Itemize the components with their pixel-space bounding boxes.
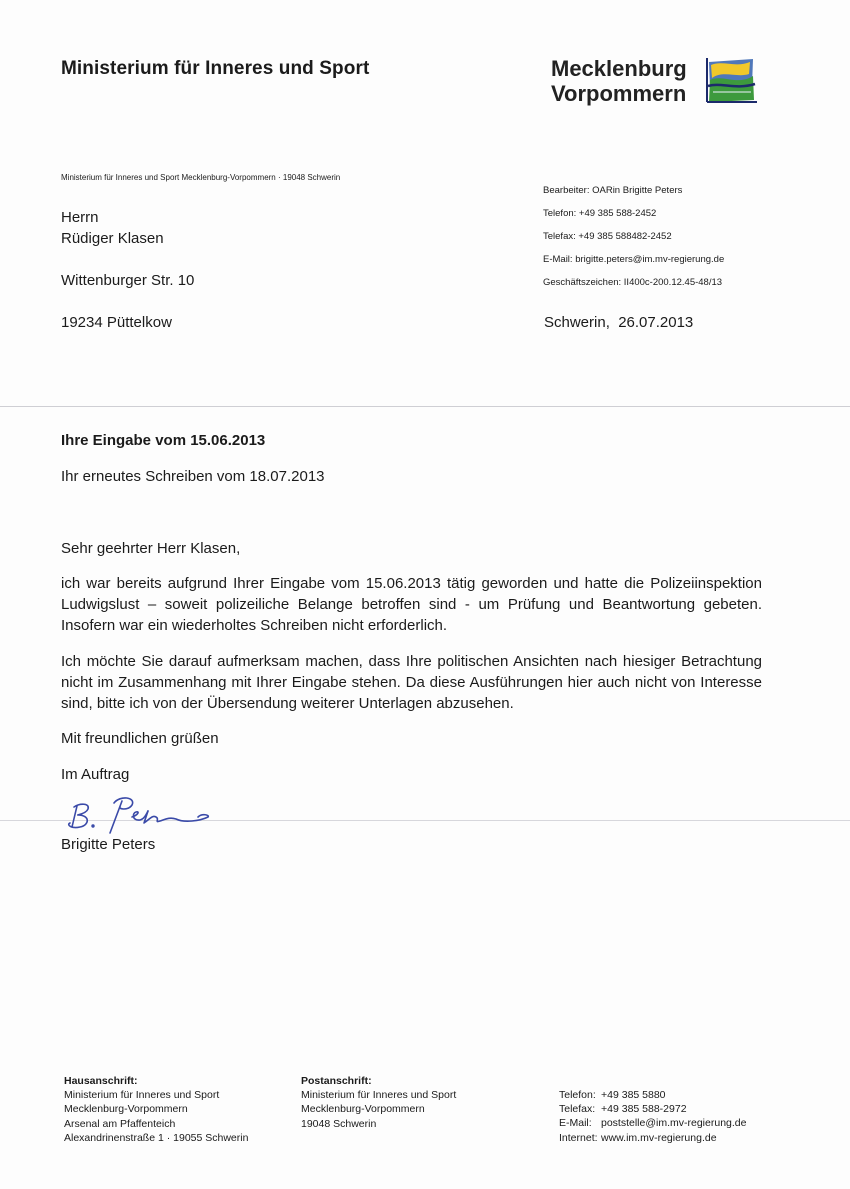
footer-haus-line: Arsenal am Pfaffenteich — [64, 1117, 176, 1130]
body-paragraph-2: Ich möchte Sie darauf aufmerksam machen, dass Ihre politischen Ansichten nach hiesiger Betrachtung nicht im Zusammenhang mit Ihrer Eingabe stehen. Da diese Ausführungen hier auch nicht von Interesse sind, bitte ich von der Übersendung weiterer Unterlagen abzusehen. — [61, 653, 762, 712]
footer-post-line: Ministerium für Inneres und Sport — [301, 1089, 457, 1102]
handwritten-signature — [60, 793, 210, 837]
footer-mail-label: E-Mail: — [559, 1117, 592, 1130]
meta-bearbeiter: Bearbeiter: OARin Brigitte Peters — [543, 185, 683, 196]
footer-post-label: Postanschrift: — [301, 1075, 372, 1087]
letter-subject-sub: Ihr erneutes Schreiben vom 18.07.2013 — [61, 468, 325, 485]
footer-postanschrift — [301, 1074, 456, 1131]
sender-return-address: Ministerium für Inneres und Sport Mecklenburg-Vorpommern · 19048 Schwerin — [61, 173, 341, 182]
letter-greeting: Sehr geehrter Herr Klasen, — [61, 540, 241, 557]
footer-haus-line: Alexandrinenstraße 1 · 19055 Schwerin — [64, 1131, 249, 1144]
recipient-street: Wittenburger Str. 10 — [61, 272, 195, 289]
fold-line — [0, 406, 850, 407]
place-date: Schwerin, 26.07.2013 — [544, 314, 694, 331]
signer-name: Brigitte Peters — [61, 836, 156, 853]
footer-haus-line: Ministerium für Inneres und Sport — [64, 1089, 220, 1102]
closing-line: Mit freundlichen grüßen — [61, 730, 219, 747]
footer-haus-line: Mecklenburg-Vorpommern — [64, 1103, 188, 1116]
body-paragraph-1: ich war bereits aufgrund Ihrer Eingabe vom 15.06.2013 tätig geworden und hatte die Polizeiinspektion Ludwigslust – soweit polizeiliche Belange betroffen sind - um Prüfung und Beantwortung gebeten. Insofern war ein wiederholtes Schreiben nicht erforderlich. — [61, 575, 762, 634]
meta-telefax: Telefax: +49 385 588482-2452 — [543, 231, 672, 242]
recipient-salutation: Herrn — [61, 209, 99, 226]
footer-post-line: 19048 Schwerin — [301, 1117, 377, 1130]
footer-web-label: Internet: — [559, 1131, 598, 1144]
meta-geschaeftszeichen: Geschäftszeichen: II400c-200.12.45-48/13 — [543, 277, 723, 288]
in-order-line: Im Auftrag — [61, 766, 130, 783]
footer-fax-label: Telefax: — [559, 1103, 596, 1116]
state-logo-icon — [705, 56, 759, 104]
ministry-title: Ministerium für Inneres und Sport — [61, 58, 370, 79]
meta-email: E-Mail: brigitte.peters@im.mv-regierung.de — [543, 254, 725, 265]
footer-mail-value: poststelle@im.mv-regierung.de — [601, 1117, 747, 1130]
footer-haus-label: Hausanschrift: — [64, 1075, 138, 1087]
recipient-name: Rüdiger Klasen — [61, 230, 164, 247]
letter-subject: Ihre Eingabe vom 15.06.2013 — [61, 432, 266, 449]
footer-tel-value: +49 385 5880 — [601, 1089, 666, 1101]
footer-post-line: Mecklenburg-Vorpommern — [301, 1103, 425, 1116]
footer-fax-value: +49 385 588-2972 — [601, 1103, 687, 1116]
footer-tel-label: Telefon: — [559, 1089, 596, 1101]
logo-line-2: Vorpommern — [551, 81, 687, 106]
recipient-city: 19234 Püttelkow — [61, 314, 172, 331]
logo-line-1: Mecklenburg — [551, 56, 687, 81]
state-logo-text — [551, 56, 687, 106]
footer-hausanschrift — [64, 1074, 248, 1145]
meta-telefon: Telefon: +49 385 588-2452 — [543, 208, 657, 219]
footer-contact — [559, 1088, 746, 1145]
footer-web-value: www.im.mv-regierung.de — [601, 1131, 717, 1144]
